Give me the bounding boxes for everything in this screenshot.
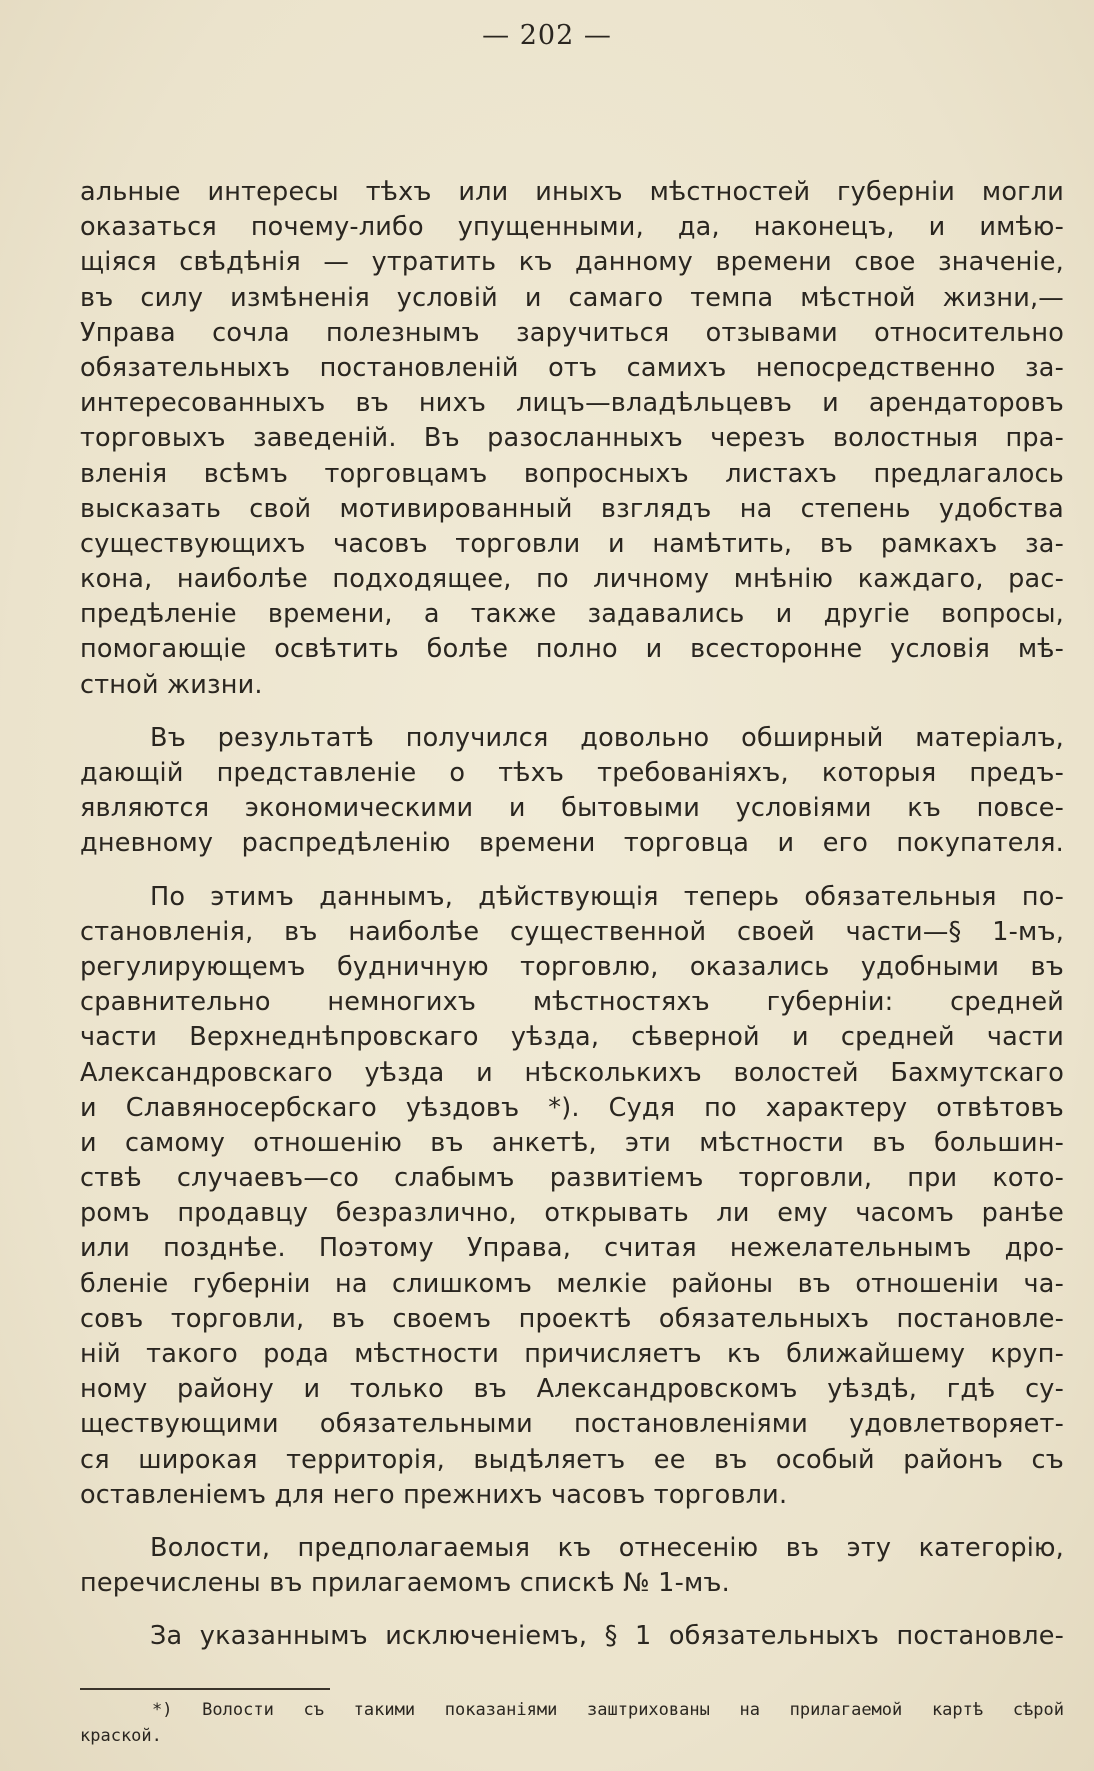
text-line: въ силу измѣненія условій и самаго темпа мѣстной жизни,— xyxy=(80,282,1064,313)
footnote-line: краской. xyxy=(80,1726,162,1746)
text-line: или позднѣе. Поэтому Управа, считая нежелательнымъ дро- xyxy=(80,1233,1064,1264)
text-line: части Верхнеднѣпровскаго уѣзда, сѣверной и средней части xyxy=(80,1022,1064,1053)
text-line: щіяся свѣдѣнія — утратить къ данному времени свое значеніе, xyxy=(80,247,1064,278)
text-line: ствѣ случаевъ—со слабымъ развитіемъ торговли, при кото- xyxy=(80,1163,1064,1194)
text-line: помогающіе освѣтить болѣе полно и всесторонне условія мѣ- xyxy=(80,634,1064,665)
text-line: интересованныхъ въ нихъ лицъ—владѣльцевъ и арендаторовъ xyxy=(80,388,1064,419)
text-line: ществующими обязательными постановленіями удовлетворяет- xyxy=(80,1409,1064,1440)
footnote-divider xyxy=(80,1688,330,1690)
text-line: ромъ продавцу безразлично, открывать ли ему часомъ ранѣе xyxy=(80,1198,1064,1229)
text-line: совъ торговли, въ своемъ проектѣ обязательныхъ постановле- xyxy=(80,1303,1064,1334)
text-line: высказать свой мотивированный взглядъ на степень удобства xyxy=(80,493,1064,524)
text-line: ній такого рода мѣстности причисляетъ къ ближайшему круп- xyxy=(80,1339,1064,1369)
text-line: являются экономическими и бытовыми условіями къ повсе- xyxy=(80,793,1064,824)
text-line: и самому отношенію въ анкетѣ, эти мѣстности въ большин- xyxy=(80,1127,1064,1158)
text-line: По этимъ даннымъ, дѣйствующія теперь обязательныя по- xyxy=(150,881,1064,912)
text-line: перечислены въ прилагаемомъ спискѣ № 1-мъ. xyxy=(80,1568,730,1599)
text-line: оставленіемъ для него прежнихъ часовъ торговли. xyxy=(80,1479,788,1510)
text-line: вленія всѣмъ торговцамъ вопросныхъ листахъ предлагалось xyxy=(80,458,1064,489)
text-line: дающій представленіе о тѣхъ требованіяхъ, которыя предъ- xyxy=(80,758,1064,788)
text-line: ному району и только въ Александровскомъ уѣздѣ, гдѣ су- xyxy=(80,1374,1064,1405)
text-line: регулирующемъ будничную торговлю, оказались удобными въ xyxy=(80,951,1064,982)
text-line: оказаться почему-либо упущенными, да, наконецъ, и имѣю- xyxy=(80,212,1064,243)
body-text xyxy=(80,175,1064,1655)
text-line: и Славяносербскаго уѣздовъ *). Судя по характеру отвѣтовъ xyxy=(80,1092,1064,1123)
paragraph-2 xyxy=(80,721,1064,862)
text-line: существующихъ часовъ торговли и намѣтить, въ рамкахъ за- xyxy=(80,528,1064,559)
text-line: торговыхъ заведеній. Въ разосланныхъ черезъ волостныя пра- xyxy=(80,423,1064,454)
text-line: дневному распредѣленію времени торговца и его покупателя. xyxy=(80,828,1064,859)
paragraph-4 xyxy=(80,1531,1064,1601)
text-line: бленіе губерніи на слишкомъ мелкіе районы въ отношеніи ча- xyxy=(80,1268,1064,1299)
text-line: Въ результатѣ получился довольно обширный матеріалъ, xyxy=(150,722,1064,753)
paragraph-1 xyxy=(80,175,1064,703)
text-line: кона, наиболѣе подходящее, по личному мнѣнію каждаго, рас- xyxy=(80,564,1064,595)
text-line: За указаннымъ исключеніемъ, § 1 обязательныхъ постановле- xyxy=(150,1621,1064,1652)
paragraph-5 xyxy=(80,1619,1064,1654)
text-line: альные интересы тѣхъ или иныхъ мѣстностей губерніи могли xyxy=(80,177,1064,207)
text-line: стной жизни. xyxy=(80,669,263,700)
text-line: сравнительно немногихъ мѣстностяхъ губерніи: средней xyxy=(80,987,1064,1018)
text-line: Управа сочла полезнымъ заручиться отзывами относительно xyxy=(80,317,1064,348)
text-line: Волости, предполагаемыя къ отнесенію въ эту категорію, xyxy=(150,1532,1064,1563)
text-line: предѣленіе времени, а также задавались и другіе вопросы, xyxy=(80,599,1064,630)
text-line: ся широкая территорія, выдѣляетъ ее въ особый районъ съ xyxy=(80,1444,1064,1475)
text-line: становленія, въ наиболѣе существенной своей части—§ 1-мъ, xyxy=(80,916,1064,947)
paragraph-3 xyxy=(80,880,1064,1513)
text-line: Александровскаго уѣзда и нѣсколькихъ волостей Бахмутскаго xyxy=(80,1057,1064,1088)
footnote xyxy=(80,1697,1064,1749)
page-number: — 202 — xyxy=(482,20,612,51)
footnote-line: *) Волости съ такими показаніями заштрихованы на прилагаемой картѣ сѣрой xyxy=(152,1700,1064,1720)
text-line: обязательныхъ постановленій отъ самихъ непосредственно за- xyxy=(80,352,1064,383)
